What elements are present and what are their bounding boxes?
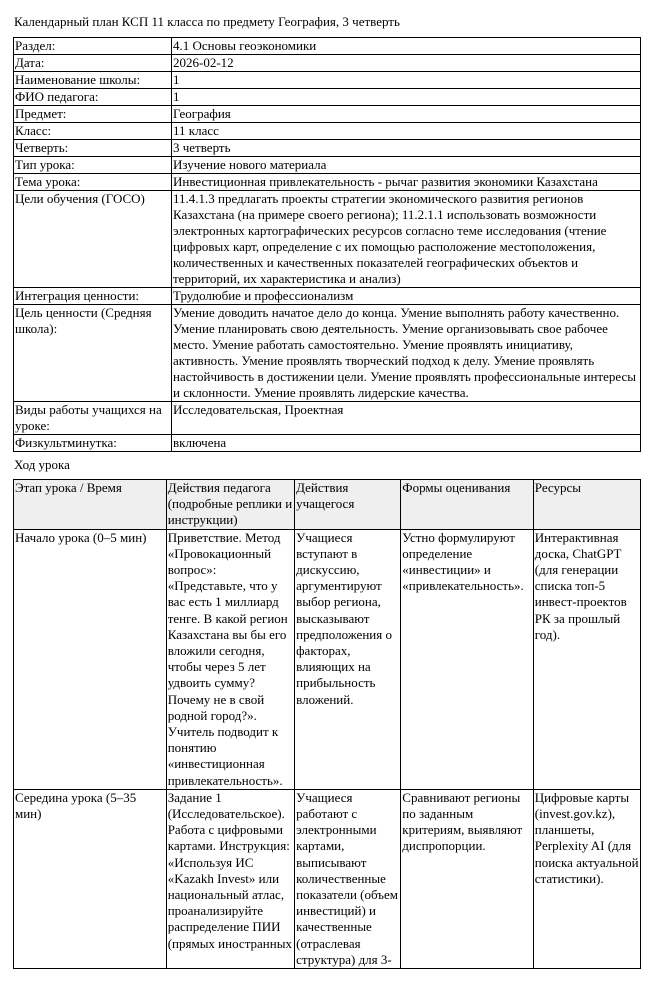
info-label: Тип урока:	[14, 157, 172, 174]
stage-cell: Середина урока (5–35 мин)	[14, 789, 167, 968]
resources-cell: Интерактивная доска, ChatGPT (для генерации списка топ-5 инвест-проектов РК за прошлый год).	[533, 529, 640, 789]
info-label: Цель ценности (Средняя школа):	[14, 305, 172, 402]
info-value: Трудолюбие и профессионализм	[172, 288, 641, 305]
info-row	[14, 123, 641, 140]
info-row	[14, 191, 641, 288]
info-value: 3 четверть	[172, 140, 641, 157]
header-cell-assessment: Формы оценивания	[401, 480, 533, 530]
document-title: Календарный план КСП 11 класса по предмету География, 3 четверть	[14, 14, 400, 29]
lesson-header-row	[14, 480, 641, 530]
info-row	[14, 402, 641, 435]
lesson-row	[14, 529, 641, 789]
info-value: Изучение нового материала	[172, 157, 641, 174]
info-value: 11 класс	[172, 123, 641, 140]
info-row	[14, 288, 641, 305]
info-label: Тема урока:	[14, 174, 172, 191]
teacher-actions-cell: Задание 1 (Исследовательское). Работа с цифровыми картами. Инструкция: «Используя ИС «Kazakh Invest» или национальный атлас, проанализируйте распределение ПИИ (прямых иностранных	[166, 789, 294, 968]
info-label: Раздел:	[14, 38, 172, 55]
info-row	[14, 140, 641, 157]
info-label: Физкультминутка:	[14, 435, 172, 452]
header-cell-teacher: Действия педагога (подробные реплики и инструкции)	[166, 480, 294, 530]
info-label: Дата:	[14, 55, 172, 72]
info-value: Исследовательская, Проектная	[172, 402, 641, 435]
info-value: 1	[172, 89, 641, 106]
info-row	[14, 157, 641, 174]
student-actions-cell: Учащиеся вступают в дискуссию, аргументируют выбор региона, высказывают предположения о факторах, влияющих на прибыльность вложений.	[295, 529, 401, 789]
lesson-flow-table	[13, 479, 641, 969]
info-value: 4.1 Основы геоэкономики	[172, 38, 641, 55]
info-label: Предмет:	[14, 106, 172, 123]
info-row	[14, 305, 641, 402]
resources-cell: Цифровые карты (invest.gov.kz), планшеты, Perplexity AI (для поиска актуальной статистики).	[533, 789, 640, 968]
header-cell-student: Действия учащегося	[295, 480, 401, 530]
info-value: 11.4.1.3 предлагать проекты стратегии экономического развития регионов Казахстана (на примере своего региона); 11.2.1.1 использовать возможности электронных картографических ресурсов согласно теме исследования (чтение цифровых карт, определение с их помощью расположение местоположения, количественных и качественных показателей географических объектов и территорий, их характеристика и анализ)	[172, 191, 641, 288]
info-label: Класс:	[14, 123, 172, 140]
header-cell-resources: Ресурсы	[533, 480, 640, 530]
info-row	[14, 174, 641, 191]
assessment-cell: Устно формулируют определение «инвестиции» и «привлекательность».	[401, 529, 533, 789]
info-label: ФИО педагога:	[14, 89, 172, 106]
info-value: 2026-02-12	[172, 55, 641, 72]
info-value: Инвестиционная привлекательность - рычаг развития экономики Казахстана	[172, 174, 641, 191]
teacher-actions-cell: Приветствие. Метод «Провокационный вопрос»: «Представьте, что у вас есть 1 миллиард тенге. В какой регион Казахстана вы бы его вложили сегодня, чтобы через 5 лет удвоить сумму? Почему не в свой родной город?». Учитель подводит к понятию «инвестиционная привлекательность».	[166, 529, 294, 789]
info-row	[14, 38, 641, 55]
info-row	[14, 55, 641, 72]
lesson-progress-heading: Ход урока	[14, 457, 70, 472]
stage-cell: Начало урока (0–5 мин)	[14, 529, 167, 789]
info-row	[14, 106, 641, 123]
info-value: Умение доводить начатое дело до конца. Умение выполнять работу качественно. Умение планировать свою деятельность. Умение организовывать свое рабочее место. Умение работать самостоятельно. Умение проявлять инициативу, активность. Умение проявлять творческий подход к делу. Умение проявлять настойчивость в достижении цели. Умение проявлять профессиональные интересы и склонности. Умение проявлять лидерские качества.	[172, 305, 641, 402]
info-value: включена	[172, 435, 641, 452]
info-label: Четверть:	[14, 140, 172, 157]
header-cell-stage: Этап урока / Время	[14, 480, 167, 530]
info-row	[14, 72, 641, 89]
student-actions-cell: Учащиеся работают с электронными картами, выписывают количественные показатели (объем инвестиций) и качественные (отраслевая структура) для 3-	[295, 789, 401, 968]
info-label: Интеграция ценности:	[14, 288, 172, 305]
info-value: 1	[172, 72, 641, 89]
info-label: Наименование школы:	[14, 72, 172, 89]
info-label: Виды работы учащихся на уроке:	[14, 402, 172, 435]
lesson-info-table	[13, 37, 641, 452]
info-value: География	[172, 106, 641, 123]
info-row	[14, 89, 641, 106]
info-label: Цели обучения (ГОСО)	[14, 191, 172, 288]
assessment-cell: Сравнивают регионы по заданным критериям, выявляют диспропорции.	[401, 789, 533, 968]
info-row	[14, 435, 641, 452]
lesson-row	[14, 789, 641, 968]
